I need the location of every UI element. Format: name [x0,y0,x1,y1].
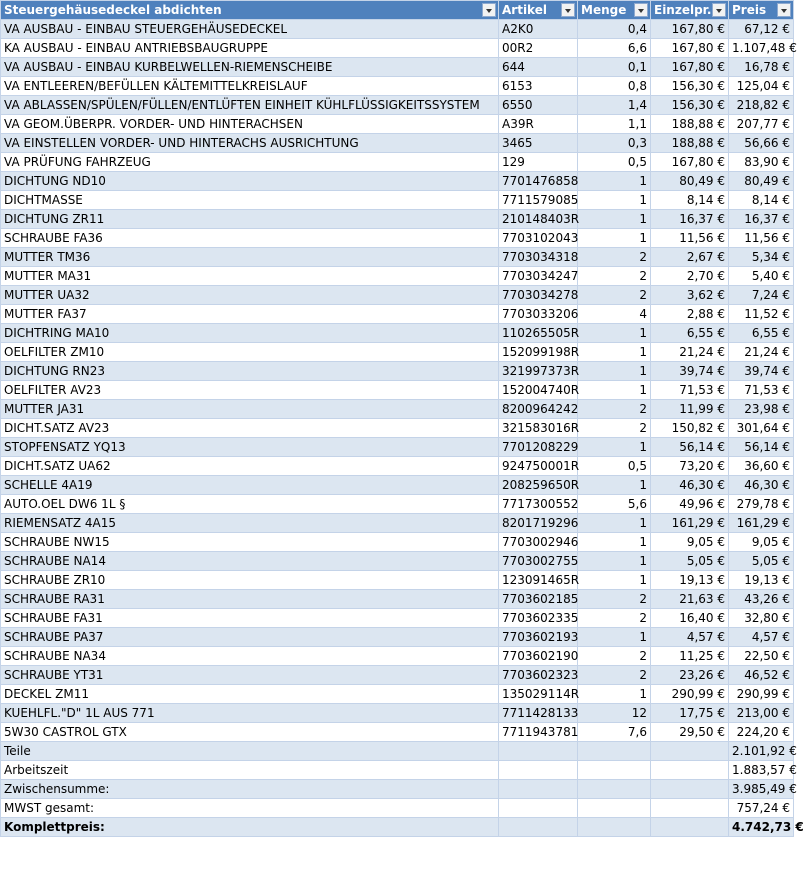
unit-price-cell[interactable]: 2,70 € [651,267,729,286]
table-row [1,685,794,704]
description-cell[interactable]: SCHELLE 4A19 [1,476,499,495]
description-cell[interactable]: VA GEOM.ÜBERPR. VORDER- UND HINTERACHSEN [1,115,499,134]
table-row [1,457,794,476]
quantity-cell[interactable]: 2 [578,419,651,438]
article-cell[interactable]: 208259650R [499,476,578,495]
price-cell[interactable]: 80,49 € [729,172,794,191]
description-cell[interactable]: DICHTRING MA10 [1,324,499,343]
total-value[interactable]: 3.985,49 € [729,780,794,799]
quantity-cell[interactable]: 0,5 [578,457,651,476]
price-cell[interactable]: 4,57 € [729,628,794,647]
unit-price-cell[interactable]: 17,75 € [651,704,729,723]
table-row [1,628,794,647]
table-row [1,514,794,533]
article-cell[interactable]: 00R2 [499,39,578,58]
quantity-cell[interactable]: 2 [578,590,651,609]
quantity-cell[interactable]: 2 [578,647,651,666]
price-cell[interactable]: 161,29 € [729,514,794,533]
unit-price-cell[interactable]: 156,30 € [651,96,729,115]
description-cell[interactable]: RIEMENSATZ 4A15 [1,514,499,533]
price-cell[interactable]: 207,77 € [729,115,794,134]
header-title: Steuergehäusedeckel abdichten [1,1,499,20]
article-cell[interactable]: 321583016R [499,419,578,438]
empty-cell[interactable] [651,818,729,837]
unit-price-cell[interactable]: 16,40 € [651,609,729,628]
description-cell[interactable]: SCHRAUBE YT31 [1,666,499,685]
description-cell[interactable]: MUTTER TM36 [1,248,499,267]
table-row [1,191,794,210]
unit-price-cell[interactable]: 11,25 € [651,647,729,666]
quantity-cell[interactable]: 7,6 [578,723,651,742]
unit-price-cell[interactable]: 167,80 € [651,58,729,77]
empty-cell[interactable] [578,780,651,799]
price-cell[interactable]: 22,50 € [729,647,794,666]
table-row [1,134,794,153]
empty-cell[interactable] [578,761,651,780]
table-row [1,704,794,723]
total-label[interactable]: Komplettpreis: [1,818,499,837]
filter-dropdown-icon[interactable] [712,3,726,17]
article-cell[interactable]: 7703002946 [499,533,578,552]
empty-cell[interactable] [499,818,578,837]
header-preis: Preis [729,1,794,20]
article-cell[interactable]: 8201719296 [499,514,578,533]
table-row [1,229,794,248]
description-cell[interactable]: SCHRAUBE FA36 [1,229,499,248]
quantity-cell[interactable]: 1 [578,172,651,191]
total-row [1,799,794,818]
unit-price-cell[interactable]: 167,80 € [651,20,729,39]
total-row [1,780,794,799]
description-cell[interactable]: SCHRAUBE FA31 [1,609,499,628]
total-value[interactable]: 2.101,92 € [729,742,794,761]
price-cell[interactable]: 11,52 € [729,305,794,324]
description-cell[interactable]: DICHT.SATZ UA62 [1,457,499,476]
unit-price-cell[interactable]: 2,88 € [651,305,729,324]
unit-price-cell[interactable]: 49,96 € [651,495,729,514]
price-cell[interactable]: 213,00 € [729,704,794,723]
quantity-cell[interactable]: 1 [578,628,651,647]
unit-price-cell[interactable]: 161,29 € [651,514,729,533]
empty-cell[interactable] [499,761,578,780]
price-cell[interactable]: 71,53 € [729,381,794,400]
article-cell[interactable]: 7711579085 [499,191,578,210]
article-cell[interactable]: 152004740R [499,381,578,400]
quantity-cell[interactable]: 2 [578,286,651,305]
unit-price-cell[interactable]: 5,05 € [651,552,729,571]
table-row [1,381,794,400]
total-row [1,818,794,837]
unit-price-cell[interactable]: 16,37 € [651,210,729,229]
table-row [1,20,794,39]
price-cell[interactable]: 21,24 € [729,343,794,362]
price-cell[interactable]: 56,66 € [729,134,794,153]
unit-price-cell[interactable]: 21,63 € [651,590,729,609]
price-cell[interactable]: 36,60 € [729,457,794,476]
description-cell[interactable]: DICHTUNG ZR11 [1,210,499,229]
unit-price-cell[interactable]: 46,30 € [651,476,729,495]
header-menge: Menge [578,1,651,20]
table-row [1,400,794,419]
quantity-cell[interactable]: 2 [578,666,651,685]
article-cell[interactable]: A39R [499,115,578,134]
description-cell[interactable]: AUTO.OEL DW6 1L § [1,495,499,514]
unit-price-cell[interactable]: 80,49 € [651,172,729,191]
quantity-cell[interactable]: 1 [578,438,651,457]
table-row [1,495,794,514]
quantity-cell[interactable]: 1 [578,343,651,362]
table-row [1,153,794,172]
header-row [1,1,794,20]
empty-cell[interactable] [651,742,729,761]
article-cell[interactable]: 135029114R [499,685,578,704]
description-cell[interactable]: VA EINSTELLEN VORDER- UND HINTERACHS AUSRICHTUNG [1,134,499,153]
table-row [1,419,794,438]
description-cell[interactable]: OELFILTER ZM10 [1,343,499,362]
price-cell[interactable]: 9,05 € [729,533,794,552]
article-cell[interactable]: 7717300552 [499,495,578,514]
article-cell[interactable]: 3465 [499,134,578,153]
article-cell[interactable]: 8200964242 [499,400,578,419]
article-cell[interactable]: 210148403R [499,210,578,229]
unit-price-cell[interactable]: 21,24 € [651,343,729,362]
total-label[interactable]: Teile [1,742,499,761]
quantity-cell[interactable]: 1 [578,210,651,229]
price-cell[interactable]: 56,14 € [729,438,794,457]
price-cell[interactable]: 224,20 € [729,723,794,742]
description-cell[interactable]: SCHRAUBE NW15 [1,533,499,552]
table-row [1,438,794,457]
price-cell[interactable]: 6,55 € [729,324,794,343]
article-cell[interactable]: 110265505R [499,324,578,343]
article-cell[interactable]: A2K0 [499,20,578,39]
article-cell[interactable]: 152099198R [499,343,578,362]
unit-price-cell[interactable]: 9,05 € [651,533,729,552]
table-row [1,571,794,590]
empty-cell[interactable] [499,780,578,799]
quantity-cell[interactable]: 1 [578,362,651,381]
article-cell[interactable]: 7703033206 [499,305,578,324]
quantity-cell[interactable]: 1 [578,533,651,552]
description-cell[interactable]: MUTTER MA31 [1,267,499,286]
unit-price-cell[interactable]: 23,26 € [651,666,729,685]
table-row [1,210,794,229]
quantity-cell[interactable]: 1 [578,571,651,590]
quantity-cell[interactable]: 0,4 [578,20,651,39]
description-cell[interactable]: VA ENTLEEREN/BEFÜLLEN KÄLTEMITTELKREISLAUF [1,77,499,96]
article-cell[interactable]: 7711943781 [499,723,578,742]
article-cell[interactable]: 7703602335 [499,609,578,628]
table-row [1,286,794,305]
article-cell[interactable]: 7703002755 [499,552,578,571]
article-cell[interactable]: 321997373R [499,362,578,381]
unit-price-cell[interactable]: 290,99 € [651,685,729,704]
price-cell[interactable]: 39,74 € [729,362,794,381]
quantity-cell[interactable]: 2 [578,267,651,286]
table-row [1,324,794,343]
quantity-cell[interactable]: 4 [578,305,651,324]
description-cell[interactable]: DICHTMASSE [1,191,499,210]
total-value[interactable]: 1.883,57 € [729,761,794,780]
quantity-cell[interactable]: 2 [578,248,651,267]
article-cell[interactable]: 644 [499,58,578,77]
price-cell[interactable]: 279,78 € [729,495,794,514]
table-row [1,723,794,742]
unit-price-cell[interactable]: 3,62 € [651,286,729,305]
article-cell[interactable]: 7703602185 [499,590,578,609]
total-label[interactable]: Zwischensumme: [1,780,499,799]
table-row [1,115,794,134]
filter-dropdown-icon[interactable] [561,3,575,17]
price-cell[interactable]: 5,05 € [729,552,794,571]
quantity-cell[interactable]: 1 [578,324,651,343]
price-cell[interactable]: 125,04 € [729,77,794,96]
unit-price-cell[interactable]: 11,56 € [651,229,729,248]
unit-price-cell[interactable]: 11,99 € [651,400,729,419]
empty-cell[interactable] [578,742,651,761]
table-row [1,476,794,495]
header-einzelpr: Einzelpr. [651,1,729,20]
description-cell[interactable]: VA ABLASSEN/SPÜLEN/FÜLLEN/ENTLÜFTEN EINHEIT KÜHLFLÜSSIGKEITSSYSTEM [1,96,499,115]
header-artikel: Artikel [499,1,578,20]
price-cell[interactable]: 19,13 € [729,571,794,590]
filter-dropdown-icon[interactable] [482,3,496,17]
description-cell[interactable]: VA AUSBAU - EINBAU STEUERGEHÄUSEDECKEL [1,20,499,39]
price-cell[interactable]: 5,34 € [729,248,794,267]
description-cell[interactable]: SCHRAUBE RA31 [1,590,499,609]
unit-price-cell[interactable]: 156,30 € [651,77,729,96]
total-value[interactable]: 757,24 € [729,799,794,818]
empty-cell[interactable] [651,799,729,818]
table-row [1,305,794,324]
description-cell[interactable]: OELFILTER AV23 [1,381,499,400]
description-cell[interactable]: DECKEL ZM11 [1,685,499,704]
unit-price-cell[interactable]: 167,80 € [651,153,729,172]
article-cell[interactable]: 123091465R [499,571,578,590]
table-row [1,552,794,571]
article-cell[interactable]: 7703602193 [499,628,578,647]
table-row [1,362,794,381]
unit-price-cell[interactable]: 150,82 € [651,419,729,438]
description-cell[interactable]: KA AUSBAU - EINBAU ANTRIEBSBAUGRUPPE [1,39,499,58]
price-cell[interactable]: 290,99 € [729,685,794,704]
empty-cell[interactable] [578,799,651,818]
article-cell[interactable]: 7701476858 [499,172,578,191]
table-row [1,666,794,685]
total-label[interactable]: Arbeitszeit [1,761,499,780]
quantity-cell[interactable]: 0,3 [578,134,651,153]
unit-price-cell[interactable]: 167,80 € [651,39,729,58]
price-cell[interactable]: 301,64 € [729,419,794,438]
unit-price-cell[interactable]: 2,67 € [651,248,729,267]
quantity-cell[interactable]: 1,1 [578,115,651,134]
article-cell[interactable]: 129 [499,153,578,172]
table-row [1,172,794,191]
description-cell[interactable]: MUTTER FA37 [1,305,499,324]
description-cell[interactable]: DICHT.SATZ AV23 [1,419,499,438]
quantity-cell[interactable]: 1 [578,476,651,495]
empty-cell[interactable] [651,761,729,780]
price-cell[interactable]: 11,56 € [729,229,794,248]
article-cell[interactable]: 7703602323 [499,666,578,685]
article-cell[interactable]: 7703034278 [499,286,578,305]
description-cell[interactable]: DICHTUNG ND10 [1,172,499,191]
unit-price-cell[interactable]: 71,53 € [651,381,729,400]
description-cell[interactable]: SCHRAUBE NA14 [1,552,499,571]
description-cell[interactable]: DICHTUNG RN23 [1,362,499,381]
filter-dropdown-icon[interactable] [777,3,791,17]
total-row [1,761,794,780]
quantity-cell[interactable]: 1,4 [578,96,651,115]
article-cell[interactable]: 7711428133 [499,704,578,723]
total-row [1,742,794,761]
article-cell[interactable]: 6550 [499,96,578,115]
price-cell[interactable]: 67,12 € [729,20,794,39]
filter-dropdown-icon[interactable] [634,3,648,17]
quantity-cell[interactable]: 1 [578,552,651,571]
article-cell[interactable]: 7701208229 [499,438,578,457]
unit-price-cell[interactable]: 73,20 € [651,457,729,476]
quantity-cell[interactable]: 6,6 [578,39,651,58]
empty-cell[interactable] [578,818,651,837]
price-cell[interactable]: 5,40 € [729,267,794,286]
table-row [1,39,794,58]
article-cell[interactable]: 924750001R [499,457,578,476]
unit-price-cell[interactable]: 188,88 € [651,115,729,134]
table-row [1,343,794,362]
unit-price-cell[interactable]: 6,55 € [651,324,729,343]
description-cell[interactable]: 5W30 CASTROL GTX [1,723,499,742]
table-row [1,77,794,96]
article-cell[interactable]: 6153 [499,77,578,96]
empty-cell[interactable] [651,780,729,799]
quantity-cell[interactable]: 1 [578,514,651,533]
price-cell[interactable]: 1.107,48 € [729,39,794,58]
unit-price-cell[interactable]: 188,88 € [651,134,729,153]
table-row [1,647,794,666]
unit-price-cell[interactable]: 8,14 € [651,191,729,210]
unit-price-cell[interactable]: 39,74 € [651,362,729,381]
quantity-cell[interactable]: 1 [578,685,651,704]
price-cell[interactable]: 46,30 € [729,476,794,495]
empty-cell[interactable] [499,742,578,761]
quantity-cell[interactable]: 5,6 [578,495,651,514]
price-cell[interactable]: 43,26 € [729,590,794,609]
table-row [1,248,794,267]
table-row [1,590,794,609]
quantity-cell[interactable]: 0,8 [578,77,651,96]
description-cell[interactable]: SCHRAUBE PA37 [1,628,499,647]
article-cell[interactable]: 7703602190 [499,647,578,666]
quantity-cell[interactable]: 2 [578,609,651,628]
total-value[interactable]: 4.742,73 € [729,818,794,837]
description-cell[interactable]: STOPFENSATZ YQ13 [1,438,499,457]
description-cell[interactable]: VA PRÜFUNG FAHRZEUG [1,153,499,172]
description-cell[interactable]: VA AUSBAU - EINBAU KURBELWELLEN-RIEMENSCHEIBE [1,58,499,77]
description-cell[interactable]: MUTTER JA31 [1,400,499,419]
description-cell[interactable]: KUEHLFL."D" 1L AUS 771 [1,704,499,723]
price-cell[interactable]: 16,37 € [729,210,794,229]
description-cell[interactable]: SCHRAUBE ZR10 [1,571,499,590]
unit-price-cell[interactable]: 56,14 € [651,438,729,457]
table-row [1,96,794,115]
price-cell[interactable]: 7,24 € [729,286,794,305]
article-cell[interactable]: 7703034247 [499,267,578,286]
unit-price-cell[interactable]: 29,50 € [651,723,729,742]
table-row [1,533,794,552]
price-cell[interactable]: 8,14 € [729,191,794,210]
price-cell[interactable]: 46,52 € [729,666,794,685]
quantity-cell[interactable]: 12 [578,704,651,723]
price-cell[interactable]: 16,78 € [729,58,794,77]
article-cell[interactable]: 7703034318 [499,248,578,267]
quantity-cell[interactable]: 1 [578,381,651,400]
description-cell[interactable]: SCHRAUBE NA34 [1,647,499,666]
quantity-cell[interactable]: 1 [578,229,651,248]
price-cell[interactable]: 83,90 € [729,153,794,172]
description-cell[interactable]: MUTTER UA32 [1,286,499,305]
quantity-cell[interactable]: 0,1 [578,58,651,77]
unit-price-cell[interactable]: 4,57 € [651,628,729,647]
table-row [1,609,794,628]
empty-cell[interactable] [499,799,578,818]
unit-price-cell[interactable]: 19,13 € [651,571,729,590]
article-cell[interactable]: 7703102043 [499,229,578,248]
price-cell[interactable]: 218,82 € [729,96,794,115]
price-cell[interactable]: 23,98 € [729,400,794,419]
quantity-cell[interactable]: 1 [578,191,651,210]
table-row [1,267,794,286]
quantity-cell[interactable]: 2 [578,400,651,419]
price-cell[interactable]: 32,80 € [729,609,794,628]
total-label[interactable]: MWST gesamt: [1,799,499,818]
table-row [1,58,794,77]
quantity-cell[interactable]: 0,5 [578,153,651,172]
